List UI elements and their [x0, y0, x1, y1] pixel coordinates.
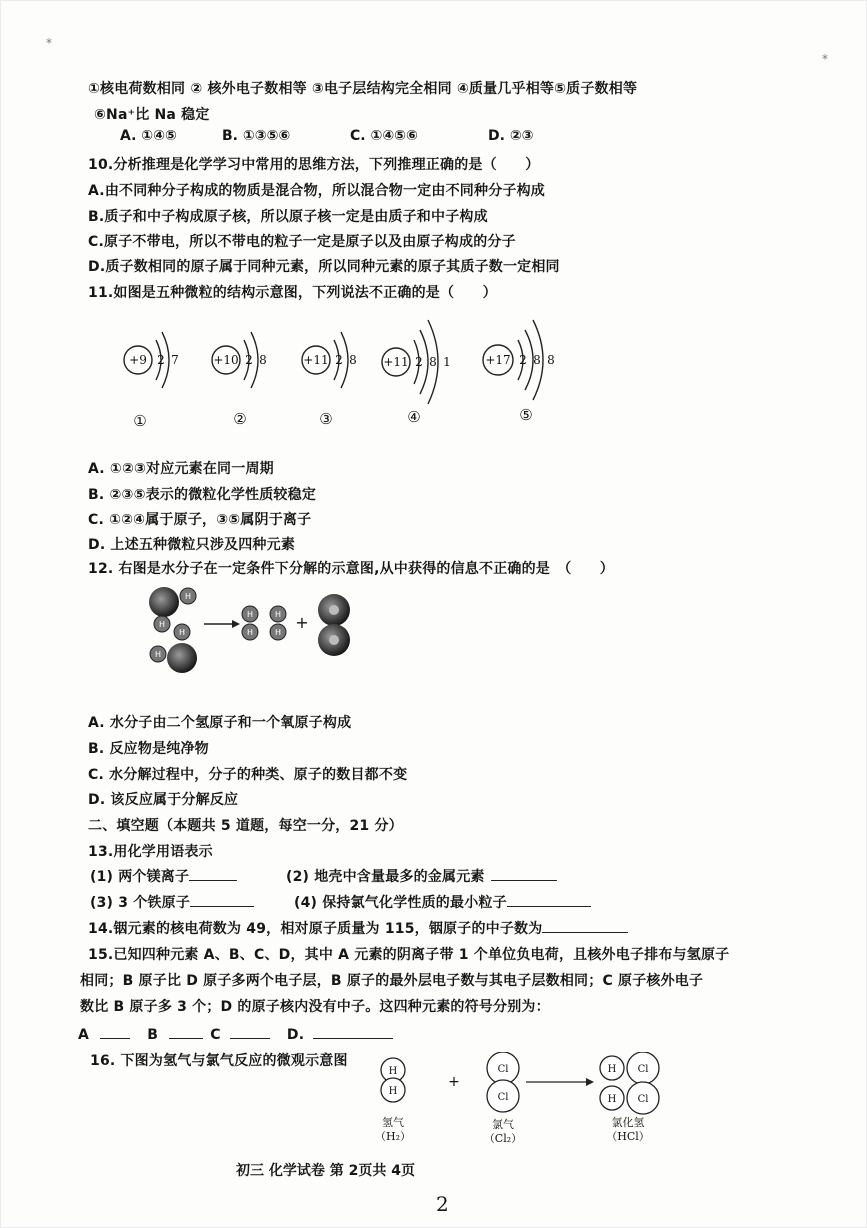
q12-option-a: A. 水分子由二个氢原子和一个氧原子构成	[88, 715, 352, 731]
particle-label: ⑤	[519, 406, 533, 424]
atom-label: H	[388, 1086, 398, 1097]
substance-formula: （H₂）	[374, 1130, 412, 1143]
scan-mark: *	[46, 36, 52, 50]
atom-label: Cl	[497, 1092, 509, 1103]
nucleus-charge: +10	[213, 353, 239, 367]
q10-stem: 10.分析推理是化学学习中常用的思维方法，下列推理正确的是（ ）	[88, 157, 540, 173]
q15-line3: 数比 B 原子多 3 个；D 的原子核内没有中子。这四种元素的符号分别为：	[80, 999, 550, 1015]
q11-option-d: D. 上述五种微粒只涉及四种元素	[88, 537, 296, 553]
shell-electrons: 2	[157, 353, 165, 367]
atom-label: H	[178, 628, 186, 637]
q9-option-a: A. ①④⑤	[120, 128, 177, 144]
q15-answers	[78, 1024, 393, 1043]
oxygen-atom	[167, 643, 197, 673]
shell-electrons: 2	[519, 353, 527, 367]
particle-label: ①	[133, 412, 147, 430]
q13-item-2-text: (2) 地壳中含量最多的金属元素	[286, 869, 485, 885]
oxygen-highlight	[329, 605, 339, 615]
page-footer: 初三 化学试卷 第 2页共 4页	[236, 1163, 415, 1179]
q9-option-b: B. ①③⑤⑥	[222, 128, 291, 144]
nucleus-charge: +9	[129, 353, 147, 367]
atom-label: H	[184, 592, 192, 601]
section2-heading: 二、填空题（本题共 5 道题，每空一分，21 分）	[88, 818, 403, 834]
water-decomposition-diagram	[140, 582, 370, 682]
nucleus-charge: +17	[485, 353, 511, 367]
page-number: 2	[436, 1192, 449, 1216]
atom-label: Cl	[637, 1094, 649, 1105]
q13-item-2	[286, 866, 557, 886]
nucleus-charge: +11	[303, 353, 329, 367]
q11-option-b: B. ②③⑤表示的微粒化学性质较稳定	[88, 487, 317, 503]
plus-sign: +	[295, 613, 309, 632]
atom-label: Cl	[637, 1064, 649, 1075]
atom-label: H	[158, 620, 166, 629]
q16-stem: 16. 下图为氢气与氯气反应的微观示意图	[90, 1053, 348, 1069]
shell-electrons: 8	[349, 353, 357, 367]
answer-blank[interactable]	[313, 1024, 393, 1039]
answer-blank[interactable]	[507, 892, 591, 907]
answer-blank[interactable]	[190, 892, 254, 907]
oxygen-highlight	[329, 635, 339, 645]
q12-option-c: C. 水分解过程中，分子的种类、原子的数目都不变	[88, 767, 408, 783]
oxygen-atom	[149, 587, 179, 617]
q11-option-a: A. ①②③对应元素在同一周期	[88, 461, 274, 477]
substance-name: 氯化氢	[611, 1116, 645, 1129]
answer-blank[interactable]	[491, 866, 557, 881]
q13-item-1-text: (1) 两个镁离子	[90, 869, 190, 885]
scan-mark: *	[822, 52, 828, 66]
shell-electrons: 8	[533, 353, 541, 367]
q15-line2: 相同；B 原子比 D 原子多两个电子层，B 原子的最外层电子数与其电子层数相同；C 原子核外电子	[80, 973, 704, 989]
q10-option-a: A.由不同种分子构成的物质是混合物，所以混合物一定由不同种分子构成	[88, 183, 546, 199]
q14	[88, 918, 628, 938]
q13-stem: 13.用化学用语表示	[88, 844, 213, 860]
q13-item-4	[294, 892, 591, 912]
answer-blank[interactable]	[189, 866, 237, 881]
answer-blank[interactable]	[169, 1024, 203, 1039]
q9-option-d: D. ②③	[488, 128, 534, 144]
atom-label: H	[607, 1064, 617, 1075]
q12-option-b: B. 反应物是纯净物	[88, 741, 209, 757]
q11-stem: 11.如图是五种微粒的结构示意图，下列说法不正确的是（ ）	[88, 285, 497, 301]
q13-item-4-text: (4) 保持氯气化学性质的最小粒子	[294, 895, 507, 911]
answer-blank[interactable]	[230, 1024, 270, 1039]
q15-label-a: A	[78, 1027, 90, 1043]
atom-label: H	[154, 650, 162, 659]
q15-label-d: D.	[286, 1027, 305, 1043]
q14-text: 14.铟元素的核电荷数为 49，相对原子质量为 115，铟原子的中子数为	[88, 921, 543, 937]
atom-label: Cl	[497, 1064, 509, 1075]
q13-item-3-text: (3) 3 个铁原子	[90, 895, 191, 911]
q12-stem: 12. 右图是水分子在一定条件下分解的示意图,从中获得的信息不正确的是 （ ）	[88, 561, 614, 577]
plus-sign: +	[448, 1074, 460, 1090]
q10-option-b: B.质子和中子构成原子核，所以原子核一定是由质子和中子构成	[88, 209, 488, 225]
q15-line1: 15.已知四种元素 A、B、C、D，其中 A 元素的阴离子带 1 个单位负电荷，且核外电子排布与氢原子	[88, 947, 730, 963]
hydrogen-chlorine-diagram	[360, 1052, 680, 1152]
substance-name: 氢气	[382, 1116, 404, 1129]
atom-label: H	[274, 628, 282, 637]
substance-name: 氯气	[492, 1118, 514, 1131]
q13-item-3	[90, 892, 254, 912]
shell-electrons: 1	[443, 355, 451, 369]
q10-option-d: D.质子数相同的原子属于同种元素，所以同种元素的原子其质子数一定相同	[88, 259, 560, 275]
answer-blank[interactable]	[100, 1024, 130, 1039]
atom-label: H	[274, 610, 282, 619]
shell-electrons: 2	[335, 353, 343, 367]
particle-label: ④	[407, 408, 421, 426]
q15-label-b: B	[147, 1027, 159, 1043]
q11-option-c: C. ①②④属于原子，③⑤属阴于离子	[88, 512, 312, 528]
answer-blank[interactable]	[542, 918, 628, 933]
q12-option-d: D. 该反应属于分解反应	[88, 792, 239, 808]
q9-option-c: C. ①④⑤⑥	[350, 128, 418, 144]
substance-formula: （HCl）	[606, 1130, 650, 1143]
q13-item-1	[90, 866, 237, 886]
nucleus-charge: +11	[383, 355, 409, 369]
particle-label: ②	[233, 410, 247, 428]
shell-electrons: 2	[245, 353, 253, 367]
atom-label: H	[388, 1066, 398, 1077]
particle-label: ③	[319, 410, 333, 428]
atom-label: H	[607, 1094, 617, 1105]
q15-label-c: C	[210, 1027, 221, 1043]
shell-electrons: 8	[259, 353, 267, 367]
q10-option-c: C.原子不带电，所以不带电的粒子一定是原子以及由原子构成的分子	[88, 234, 516, 250]
atomic-structure-diagram	[100, 310, 600, 435]
shell-electrons: 2	[415, 355, 423, 369]
q9-statement-line2: ⑥Na⁺比 Na 稳定	[94, 107, 210, 123]
shell-electrons: 7	[171, 353, 179, 367]
atom-label: H	[246, 628, 254, 637]
atom-label: H	[246, 610, 254, 619]
q9-statement-line1: ①核电荷数相同 ② 核外电子数相等 ③电子层结构完全相同 ④质量几乎相等⑤质子数相等	[88, 81, 638, 97]
shell-electrons: 8	[429, 355, 437, 369]
shell-electrons: 8	[547, 353, 555, 367]
substance-formula: （Cl₂）	[483, 1132, 523, 1145]
